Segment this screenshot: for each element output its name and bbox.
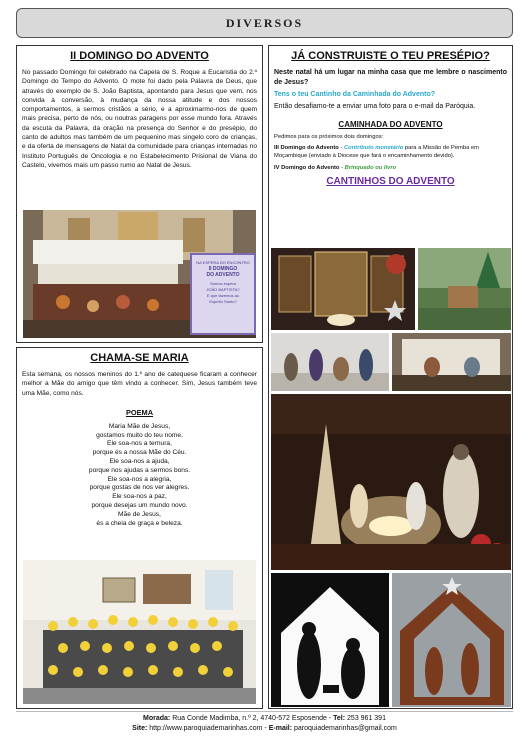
article-intro: Esta semana, os nossos meninos do 1.º ano de catequese ficaram a conhecer melhor a Mãe do amigo que têm vindo a conhecer. Sim, Jesus também teve uma Mãe, como nós. [22,371,257,397]
cantinho-photo-7 [392,573,511,707]
cantinho-photo-1 [271,248,415,330]
poem-line: porque nos ajudas a sermos bons. [88,466,191,474]
poem-line: porque desejas um mundo novo. [91,502,188,510]
caminhada-intro: Pedimos para os próximos dois domingos: [274,134,384,140]
poem-line: porque gostas de nos ver alegres. [89,484,190,492]
sign-line: E que fazemos ao [206,293,240,298]
address-label: Morada: [143,715,171,722]
catechesis-group-photo [23,560,256,704]
question-3: Então desafiamo-te a enviar uma foto para o e-mail da Paróquia. [274,103,476,110]
question-2: Tens o teu Cantinho da Caminhada do Advento? [274,91,436,98]
article-body: No passado Domingo foi celebrado na Capela de S. Roque a Eucaristia do 2.º Domingo do Tempo do Advento. O mote foi dado pela Palavra de Deus, que através do exemplo de S. João Baptista, apontando para Jesus que vem, nos convida à conversão, à mudança da nossa atitude e dos nossos comportamentos, a sermos cristãos a sério, e a aproximarmo-nos de quem mais precisa, perto de nós, ou noutras paragens por esse mundo fora. Através da escuta da Palavra, da oração na presença do Senhor e do presépio, do canto de adultos mas também de um pequenino mas singelo coro de crianças, e da oferta de mensagens de Natal da comunidade para crianças internadas no Instituto Português de Oncologia e no Estabelecimento Prisional de Viana do Castelo, vivemos mais um passo rumo ao Natal de Jesus. [22,69,257,169]
lit-nativity-illustration [271,394,511,570]
sign-line: Somos espera [210,281,236,286]
sign-line: NA ESPERA DO ENCONTRO [196,260,250,265]
phone-label: Tel: [333,715,346,722]
cantinho-photo-4 [392,333,511,391]
item-label: III Domingo do Advento [274,145,339,152]
caminhada-item-4 [274,164,507,172]
article-title: JÁ CONSTRUISTE O TEU PRESÉPIO? [291,50,490,62]
item-separator: - [338,145,344,152]
sign-line: JOÃO BAPTISTA? [206,287,240,292]
item-separator: - [339,164,345,171]
item-label: IV Domingo do Advento [274,164,340,171]
poem-line: és a cheia de graça e beleza. [96,519,183,527]
caminhada-item-3 [274,144,507,160]
footer-address-line [0,714,529,724]
poem-line: Ele soa-nos a paz, [112,493,167,501]
item-text: para a Missão de Pemba em Moçambique (enviado à Diocese que fará o encaminhamento devido). [274,145,479,160]
crib-illustration [392,333,511,391]
article-maria [16,347,263,709]
silhouette-illustration [271,573,389,707]
cantinho-photo-5 [271,394,511,570]
footer-web-line [0,724,529,734]
question-1: Neste natal há um lugar na minha casa que me lembre o nascimento de Jesus? [274,69,507,86]
poem-line: Mãe de Jesus, [118,510,161,518]
sign-line: Espírito Santo? [209,299,237,304]
advent-sign [195,260,251,305]
footer-divider [16,711,513,712]
poem-line: porque és a nossa Mãe do Céu. [92,449,187,457]
poem-line: Ele soa-nos a ternura, [107,440,172,448]
figures-illustration [271,333,389,391]
poem-line: Ele soa-nos a ajuda, [109,458,170,466]
nativity-scene-illustration [418,248,511,330]
poem-line: Maria Mãe de Jesus, [108,422,171,430]
sign-line: DO ADVENTO [206,272,240,278]
caminhada-title: CAMINHADA DO ADVENTO [338,120,443,129]
item-highlight: Brinquedo ou livro [344,164,397,171]
cantinho-photo-2 [418,248,511,330]
email-label: E-mail: [268,725,293,732]
poem-line: gostamos muito do teu nome. [96,431,183,439]
poem [17,423,262,529]
poem-line: Ele soa-nos a alegria, [107,475,172,483]
wooden-nativity-illustration [392,573,511,707]
cantinho-photo-3 [271,333,389,391]
poem-title: POEMA [125,407,154,417]
item-highlight: Contributo monetário [344,145,404,152]
article-advento [16,45,263,343]
site-link[interactable]: http://www.paroquiademarinhas.com - [147,725,269,732]
address-value: Rua Conde Madimba, n.º 2, 4740-572 Esposende - [170,715,334,722]
section-header [16,8,513,38]
article-presepio [268,45,513,709]
email-link[interactable]: paroquiademarinhas@gmail.com [292,725,397,732]
triptych-illustration [271,248,415,330]
footer [0,714,529,734]
section-title: DIVERSOS [225,16,304,30]
site-label: Site: [132,725,148,732]
cantinhos-title: CANTINHOS DO ADVENTO [326,175,455,187]
group-illustration [23,560,256,704]
article-title: II DOMINGO DO ADVENTO [70,50,209,62]
article-title: CHAMA-SE MARIA [90,352,189,364]
phone-value: 253 961 391 [345,715,386,722]
church-altar-photo [23,210,256,338]
cantinho-photo-6 [271,573,389,707]
sign-line: II DOMINGO [208,266,238,272]
